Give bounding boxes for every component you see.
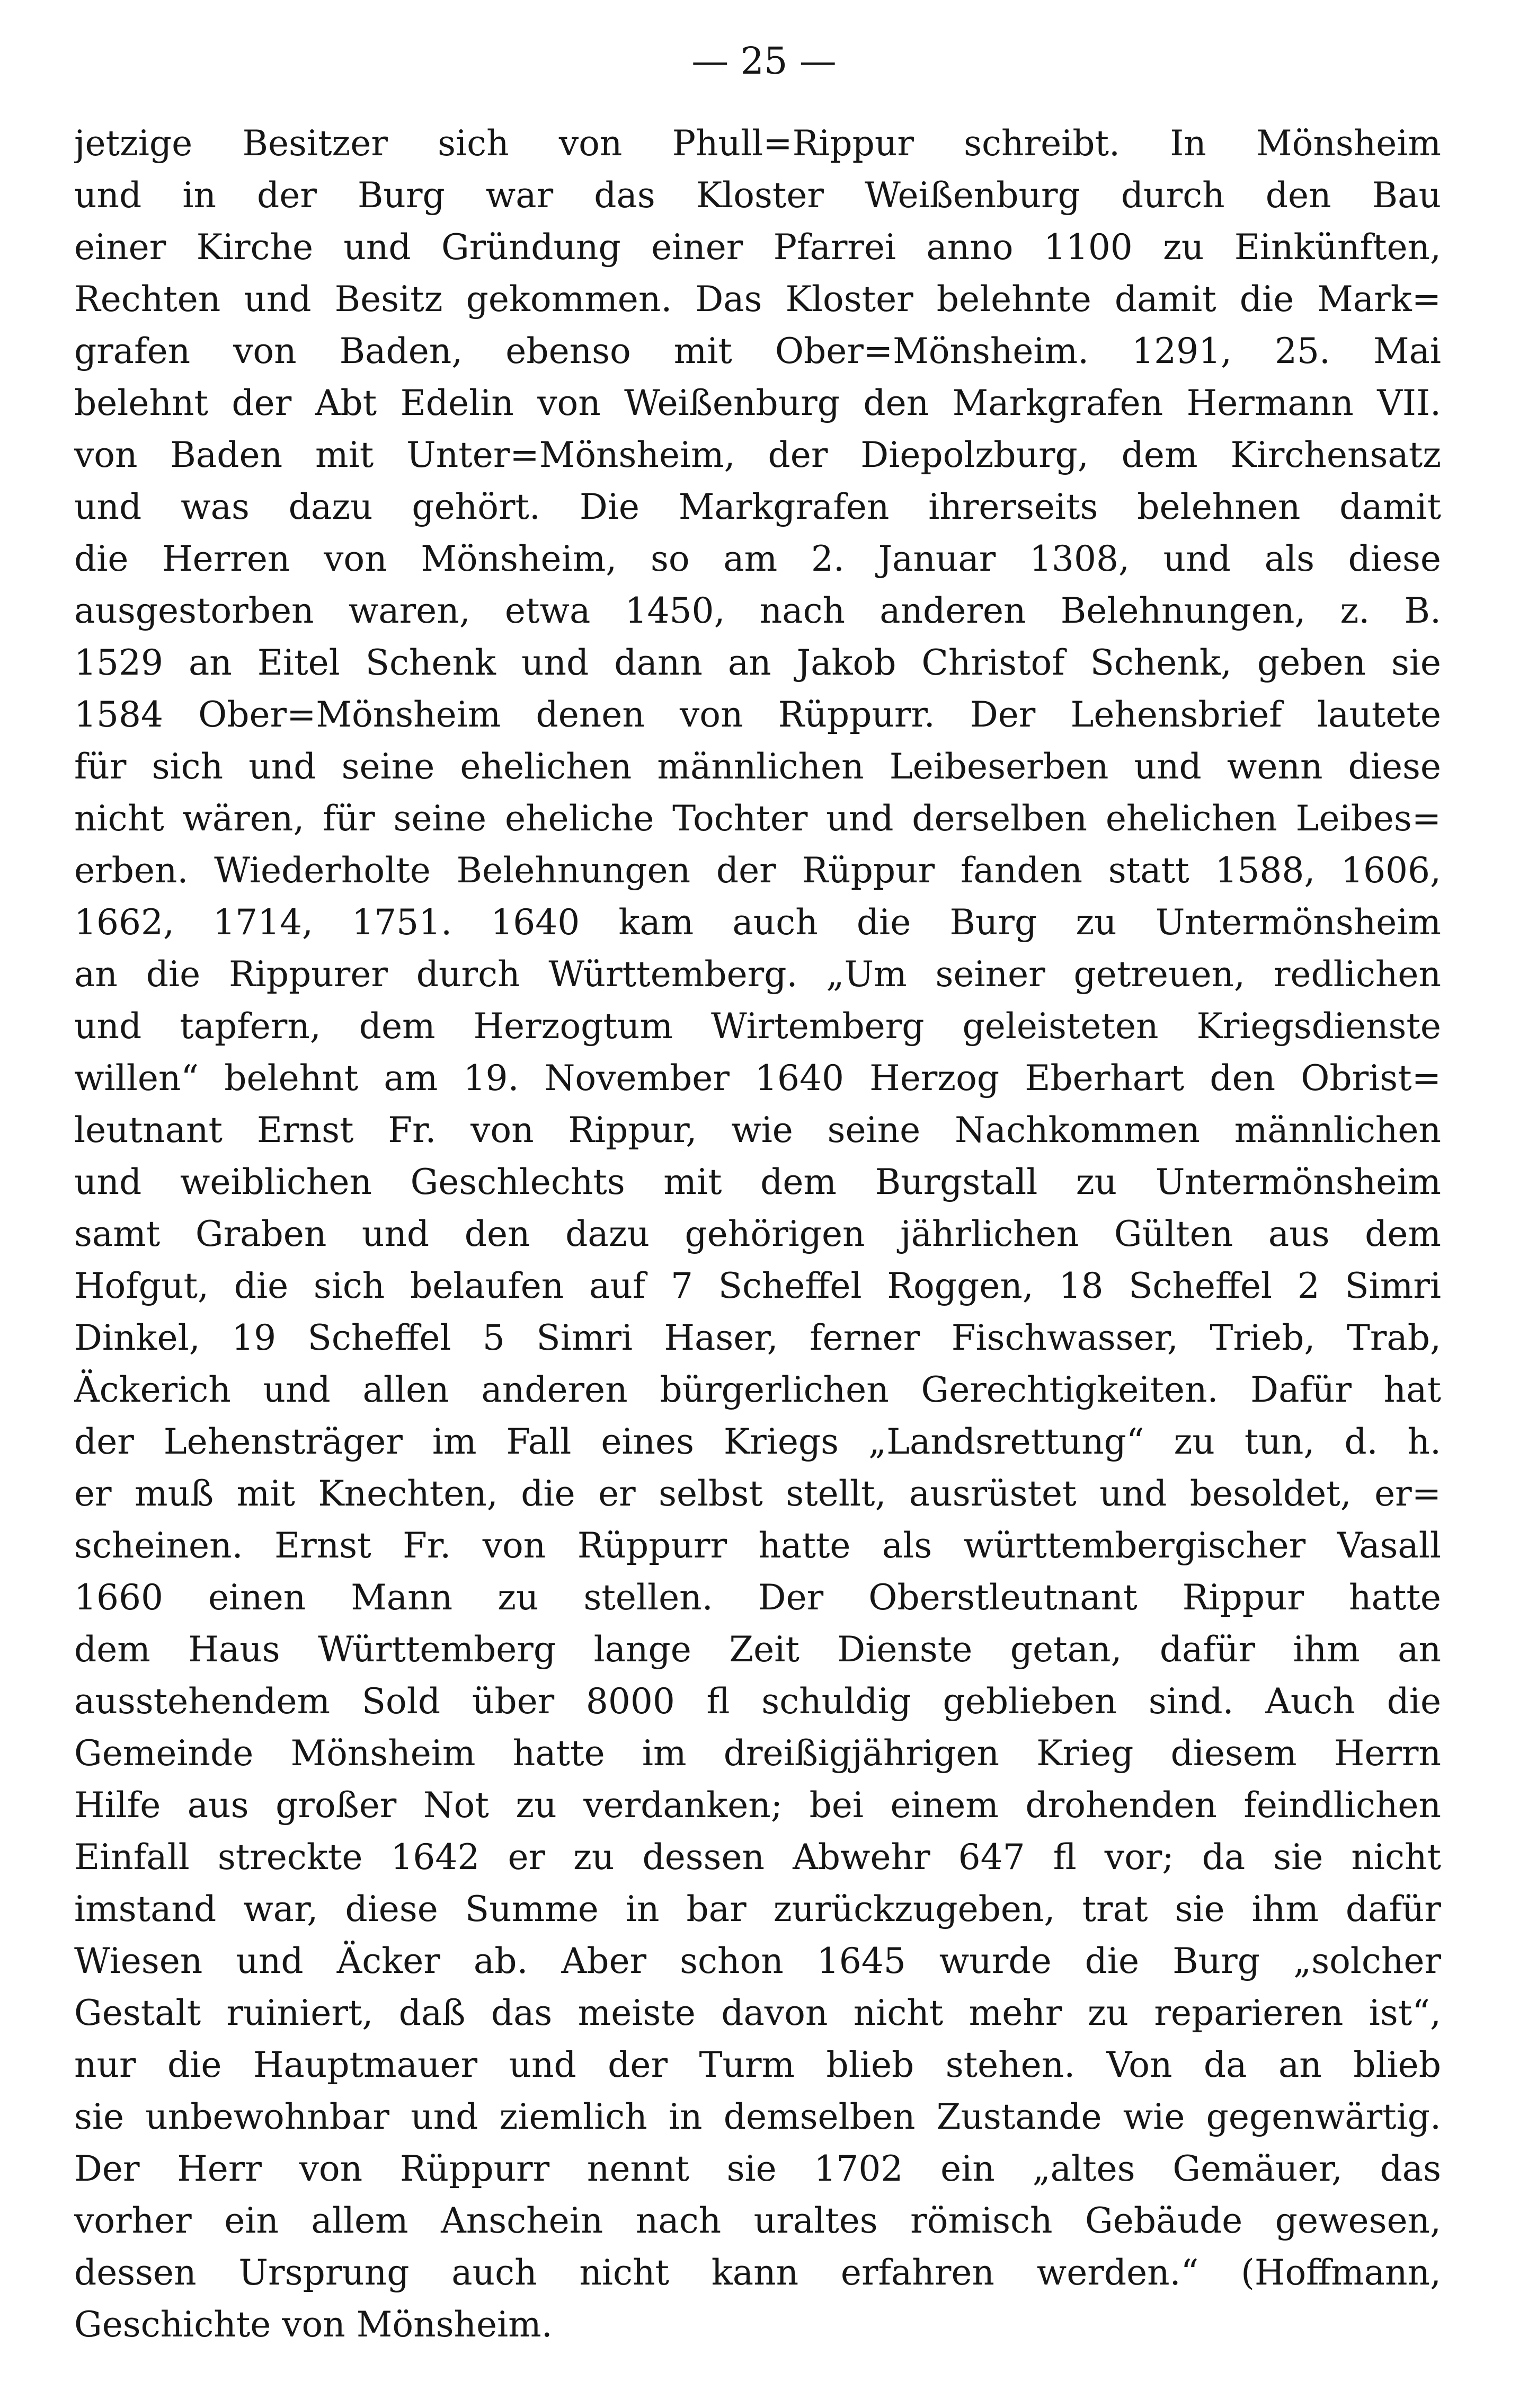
text-line: jetzige Besitzer sich von Phull=Rippur schreibt. In Mönsheim: [74, 123, 1441, 164]
text-line: Dinkel, 19 Scheffel 5 Simri Haser, ferner Fischwasser, Trieb, Trab,: [74, 1317, 1441, 1358]
text-line: scheinen. Ernst Fr. von Rüppurr hatte als württembergischer Vasall: [74, 1525, 1441, 1566]
text-line: an die Rippurer durch Württemberg. „Um seiner getreuen, redlichen: [74, 954, 1441, 995]
text-line: von Baden mit Unter=Mönsheim, der Diepolzburg, dem Kirchensatz: [74, 435, 1441, 475]
text-line: der Lehensträger im Fall eines Kriegs „Landsrettung“ zu tun, d. h.: [74, 1421, 1441, 1462]
text-line: grafen von Baden, ebenso mit Ober=Mönsheim. 1291, 25. Mai: [74, 331, 1441, 371]
text-line: Gestalt ruiniert, daß das meiste davon nicht mehr zu reparieren ist“,: [74, 1993, 1441, 2033]
text-line: 1660 einen Mann zu stellen. Der Oberstleutnant Rippur hatte: [74, 1577, 1441, 1618]
text-line: für sich und seine ehelichen männlichen Leibeserben und wenn diese: [74, 746, 1441, 787]
text-line: Der Herr von Rüppurr nennt sie 1702 ein „altes Gemäuer, das: [74, 2148, 1441, 2189]
text-line: Hilfe aus großer Not zu verdanken; bei einem drohenden feindlichen: [74, 1785, 1441, 1826]
text-line: und tapfern, dem Herzogtum Wirtemberg geleisteten Kriegsdienste: [74, 1006, 1441, 1047]
text-line: er muß mit Knechten, die er selbst stellt, ausrüstet und besoldet, er=: [74, 1473, 1441, 1514]
text-line: Rechten und Besitz gekommen. Das Kloster belehnte damit die Mark=: [74, 279, 1441, 320]
text-line: belehnt der Abt Edelin von Weißenburg den Markgrafen Hermann VII.: [74, 383, 1441, 423]
text-line: 1584 Ober=Mönsheim denen von Rüppurr. Der Lehensbrief lautete: [74, 694, 1441, 735]
text-line-last: Geschichte von Mönsheim.: [74, 2304, 553, 2345]
text-line: einer Kirche und Gründung einer Pfarrei anno 1100 zu Einkünften,: [74, 227, 1441, 268]
text-line: leutnant Ernst Fr. von Rippur, wie seine Nachkommen männlichen: [74, 1110, 1441, 1150]
text-line: ausgestorben waren, etwa 1450, nach anderen Belehnungen, z. B.: [74, 590, 1441, 631]
text-line: willen“ belehnt am 19. November 1640 Herzog Eberhart den Obrist=: [74, 1058, 1441, 1099]
text-line: dem Haus Württemberg lange Zeit Dienste getan, dafür ihm an: [74, 1629, 1441, 1670]
text-line: nur die Hauptmauer und der Turm blieb stehen. Von da an blieb: [74, 2044, 1441, 2085]
text-line: 1662, 1714, 1751. 1640 kam auch die Burg zu Untermönsheim: [74, 902, 1441, 943]
text-line: vorher ein allem Anschein nach uraltes römisch Gebäude gewesen,: [74, 2200, 1441, 2241]
text-line: die Herren von Mönsheim, so am 2. Januar 1308, und als diese: [74, 538, 1441, 579]
text-line: und was dazu gehört. Die Markgrafen ihrerseits belehnen damit: [74, 486, 1441, 527]
text-line: und in der Burg war das Kloster Weißenburg durch den Bau: [74, 175, 1441, 216]
text-line: Hofgut, die sich belaufen auf 7 Scheffel Roggen, 18 Scheffel 2 Simri: [74, 1265, 1441, 1306]
text-line: sie unbewohnbar und ziemlich in demselben Zustande wie gegenwärtig.: [74, 2096, 1441, 2137]
body-text: [74, 118, 1441, 2351]
text-line: nicht wären, für seine eheliche Tochter und derselben ehelichen Leibes=: [74, 798, 1441, 839]
text-line: und weiblichen Geschlechts mit dem Burgstall zu Untermönsheim: [74, 1162, 1441, 1202]
text-line: 1529 an Eitel Schenk und dann an Jakob Christof Schenk, geben sie: [74, 642, 1441, 683]
text-line: erben. Wiederholte Belehnungen der Rüppur fanden statt 1588, 1606,: [74, 850, 1441, 891]
text-line: Äckerich und allen anderen bürgerlichen Gerechtigkeiten. Dafür hat: [74, 1369, 1441, 1410]
text-line: dessen Ursprung auch nicht kann erfahren werden.“ (Hoffmann,: [74, 2252, 1441, 2293]
text-line: imstand war, diese Summe in bar zurückzugeben, trat sie ihm dafür: [74, 1889, 1441, 1929]
text-line: samt Graben und den dazu gehörigen jährlichen Gülten aus dem: [74, 1214, 1441, 1254]
text-line: Einfall streckte 1642 er zu dessen Abwehr 647 fl vor; da sie nicht: [74, 1837, 1441, 1878]
text-line: Wiesen und Äcker ab. Aber schon 1645 wurde die Burg „solcher: [74, 1941, 1441, 1981]
text-line: Gemeinde Mönsheim hatte im dreißigjährigen Krieg diesem Herrn: [74, 1733, 1441, 1774]
text-line: ausstehendem Sold über 8000 fl schuldig geblieben sind. Auch die: [74, 1681, 1441, 1722]
page-number-header: — 25 —: [691, 39, 837, 83]
